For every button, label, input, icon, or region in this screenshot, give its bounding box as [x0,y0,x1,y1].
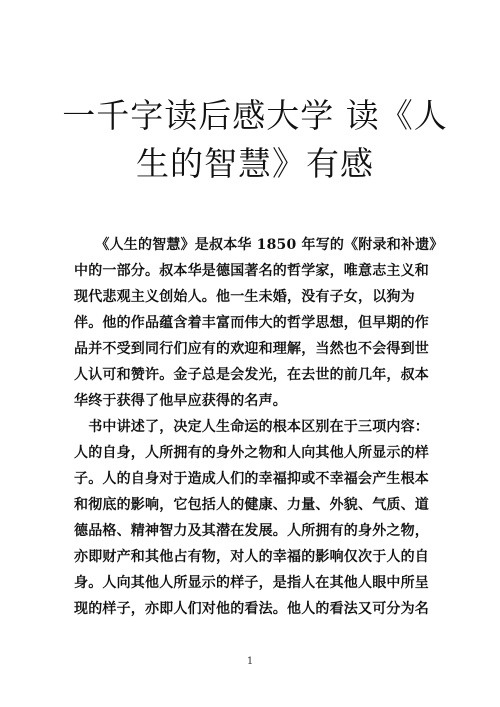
body-line: 现代悲观主义创始人。他一生未婚，没有子女，以狗为 [74,289,415,305]
body-line: 《人生的智慧》是叔本华 1850 年写的《附录和补遗》 [74,237,444,253]
body-line: 和彻底的影响，它包括人的健康、力量、外貌、气质、道 [74,497,429,513]
body-line: 身。人向其他人所显示的样子，是指人在其他人眼中所呈 [74,575,429,591]
body-line: 德品格、精神智力及其潜在发展。人所拥有的身外之物， [74,523,429,539]
body-line: 人的自身，人所拥有的身外之物和人向其他人所显示的样 [74,445,429,461]
body-line: 书中讲述了，决定人生命运的根本区别在于三项内容： [74,419,429,435]
title-line: 生的智慧》有感 [136,144,374,183]
body-line: 品并不受到同行们应有的欢迎和理解，当然也不会得到世 [74,341,429,357]
body-line: 现的样子，亦即人们对他的看法。他人的看法又可分为名 [74,601,429,617]
body-line: 亦即财产和其他占有物，对人的幸福的影响仅次于人的自 [74,549,429,565]
body-line: 人认可和赞许。金子总是会发光，在去世的前几年，叔本 [74,367,429,383]
body-line: 中的一部分。叔本华是德国著名的哲学家，唯意志主义和 [74,263,429,279]
title-line: 一千字读后感大学 读《人 [62,96,448,135]
body-line: 子。人的自身对于造成人们的幸福抑或不幸福会产生根本 [74,471,429,487]
body-line: 华终于获得了他早应获得的名声。 [74,393,287,409]
body-text [74,232,444,622]
document-title [40,92,470,188]
body-line: 伴。他的作品蕴含着丰富而伟大的哲学思想，但早期的作 [74,315,429,331]
page-number: 1 [246,656,254,667]
